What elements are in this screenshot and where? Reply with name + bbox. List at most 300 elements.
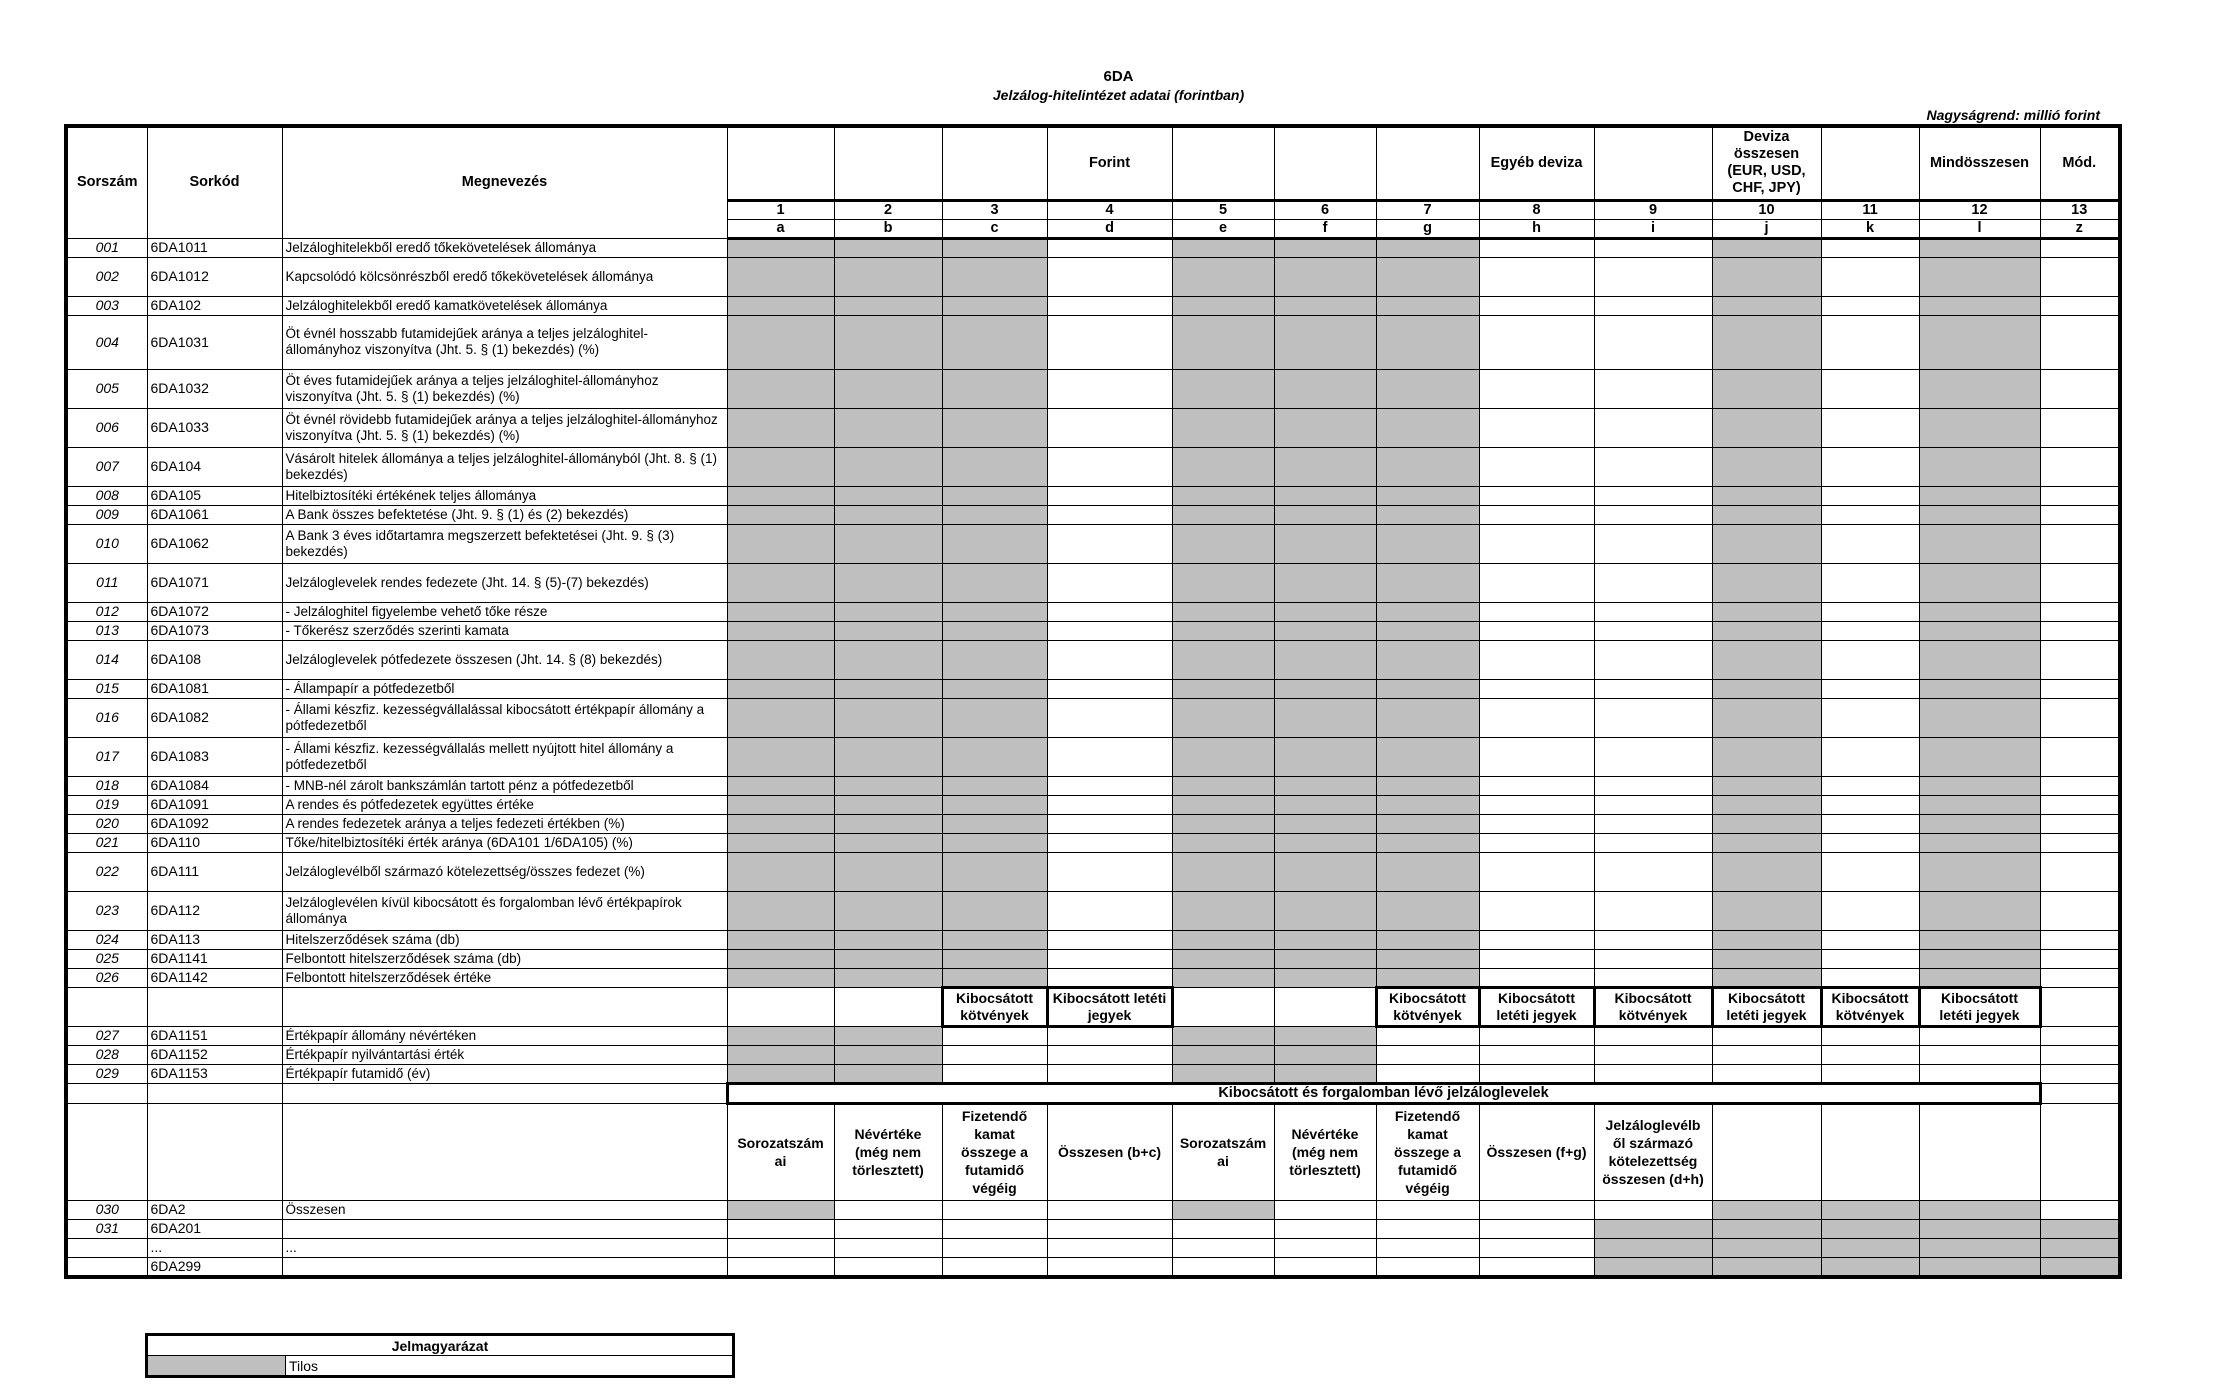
data-cell[interactable] [1047,949,1172,968]
disabled-cell [1172,930,1274,949]
data-cell[interactable] [942,1026,1047,1045]
row-code: 6DA1031 [147,315,282,369]
data-cell[interactable] [1821,296,1919,315]
data-cell[interactable] [2040,296,2120,315]
data-cell[interactable] [1047,257,1172,296]
row-label: ... [282,1238,727,1257]
disabled-cell [1712,776,1821,795]
table-row [66,776,2120,795]
data-cell[interactable] [1594,621,1712,640]
data-cell[interactable] [1821,563,1919,602]
row-label: Jelzáloglevelek pótfedezete összesen (Jht. 14. § (8) bekezdés) [282,640,727,679]
disabled-cell [1712,698,1821,737]
data-cell[interactable] [2040,447,2120,486]
row-number: 027 [66,1026,147,1045]
disabled-cell [1712,968,1821,987]
data-cell[interactable] [2040,698,2120,737]
data-cell[interactable] [727,1219,834,1238]
data-cell[interactable] [2040,833,2120,852]
table-row [66,795,2120,814]
row-code: 6DA299 [147,1257,282,1277]
data-cell[interactable] [1821,1026,1919,1045]
legend-label: Tilos [286,1356,734,1377]
data-cell[interactable] [1821,833,1919,852]
data-cell[interactable] [1479,795,1594,814]
disabled-cell [1172,640,1274,679]
data-cell[interactable] [1594,640,1712,679]
row-code: 6DA112 [147,891,282,930]
data-cell[interactable] [2040,315,2120,369]
data-cell[interactable] [1919,1064,2040,1083]
data-cell[interactable] [1594,776,1712,795]
row-label: A Bank 3 éves időtartamra megszerzett befektetései (Jht. 9. § (3) bekezdés) [282,524,727,563]
section-col-header: Sorozatszám ai [727,1103,834,1200]
data-cell[interactable] [1821,795,1919,814]
data-cell[interactable] [1376,1238,1479,1257]
data-cell[interactable] [1479,891,1594,930]
data-cell[interactable] [1479,486,1594,505]
disabled-cell [1172,679,1274,698]
row-code: 6DA1083 [147,737,282,776]
disabled-cell [834,930,942,949]
data-cell[interactable] [1594,833,1712,852]
row-code: 6DA201 [147,1219,282,1238]
data-cell[interactable] [727,1257,834,1277]
data-cell[interactable] [1594,814,1712,833]
data-cell[interactable] [727,1238,834,1257]
row-code: 6DA113 [147,930,282,949]
data-cell[interactable] [1594,1045,1712,1064]
disabled-cell [1919,679,2040,698]
disabled-cell [1712,852,1821,891]
data-cell[interactable] [1919,1045,2040,1064]
data-cell[interactable] [1712,1064,1821,1083]
row-label: Felbontott hitelszerződések száma (db) [282,949,727,968]
data-cell[interactable] [1479,949,1594,968]
data-cell[interactable] [2040,257,2120,296]
disabled-cell [2040,1257,2120,1277]
data-cell[interactable] [2040,408,2120,447]
data-cell[interactable] [2040,369,2120,408]
data-cell[interactable] [1047,447,1172,486]
disabled-cell [1172,1045,1274,1064]
disabled-cell [1172,795,1274,814]
data-cell[interactable] [2040,949,2120,968]
blank-cell [66,1083,147,1103]
col-number: 12 [1919,200,2040,219]
data-cell[interactable] [1821,737,1919,776]
data-cell[interactable] [1047,621,1172,640]
data-cell[interactable] [1047,795,1172,814]
data-cell[interactable] [1821,640,1919,679]
row-label: Értékpapír állomány névértéken [282,1026,727,1045]
disabled-cell [727,640,834,679]
data-cell[interactable] [1047,679,1172,698]
disabled-cell [727,563,834,602]
data-cell[interactable] [1479,1257,1594,1277]
data-cell[interactable] [2040,814,2120,833]
data-cell[interactable] [1047,737,1172,776]
data-cell[interactable] [1172,1257,1274,1277]
data-cell[interactable] [1479,1200,1594,1219]
data-cell[interactable] [1594,602,1712,621]
col-number: 3 [942,200,1047,219]
data-cell[interactable] [1047,1257,1172,1277]
data-cell[interactable] [2040,776,2120,795]
data-cell[interactable] [1047,698,1172,737]
disabled-cell [834,640,942,679]
data-cell[interactable] [1047,930,1172,949]
data-cell[interactable] [1821,814,1919,833]
row-code: 6DA1141 [147,949,282,968]
disabled-cell [1594,1238,1712,1257]
data-cell[interactable] [1047,602,1172,621]
data-cell[interactable] [1047,505,1172,524]
data-cell[interactable] [2040,1045,2120,1064]
data-cell[interactable] [2040,238,2120,257]
data-cell[interactable] [1479,505,1594,524]
data-cell[interactable] [1274,1219,1376,1238]
data-cell[interactable] [1047,408,1172,447]
data-cell[interactable] [2040,505,2120,524]
data-cell[interactable] [1047,1064,1172,1083]
data-cell[interactable] [1047,1200,1172,1219]
col-mod: Mód. [2040,126,2120,200]
disabled-cell [834,679,942,698]
data-cell[interactable] [942,1064,1047,1083]
disabled-cell [834,238,942,257]
data-cell[interactable] [2040,1026,2120,1045]
disabled-cell [1172,968,1274,987]
disabled-cell [1274,315,1376,369]
data-cell[interactable] [1479,524,1594,563]
data-cell[interactable] [2040,524,2120,563]
data-cell[interactable] [1594,505,1712,524]
row-label: - MNB-nél zárolt bankszámlán tartott pénz a pótfedezetből [282,776,727,795]
table-row [66,891,2120,930]
data-cell[interactable] [942,1238,1047,1257]
data-cell[interactable] [834,1219,942,1238]
data-cell[interactable] [1047,891,1172,930]
row-label: Öt évnél rövidebb futamidejűek aránya a teljes jelzáloghitel-állományhoz viszonyítva (Jht. 5. § (1) bekezdés) (%) [282,408,727,447]
disabled-cell [1712,486,1821,505]
disabled-cell [727,315,834,369]
data-cell[interactable] [1047,1219,1172,1238]
disabled-cell [1172,776,1274,795]
data-cell[interactable] [1479,698,1594,737]
row-code: 6DA1032 [147,369,282,408]
row-code: 6DA102 [147,296,282,315]
data-cell[interactable] [1594,968,1712,987]
data-cell[interactable] [1821,968,1919,987]
row-label: Jelzáloghitelekből eredő tőkekövetelések állománya [282,238,727,257]
col-number: 1 [727,200,834,219]
row-code: 6DA108 [147,640,282,679]
data-cell[interactable] [1479,776,1594,795]
disabled-cell [834,814,942,833]
row-number: 015 [66,679,147,698]
data-cell[interactable] [1047,486,1172,505]
col-mindosszesen: Mindösszesen [1919,126,2040,200]
data-cell[interactable] [2040,640,2120,679]
data-cell[interactable] [942,1200,1047,1219]
data-cell[interactable] [1172,1219,1274,1238]
disabled-cell [1712,238,1821,257]
data-cell[interactable] [2040,930,2120,949]
data-cell[interactable] [1821,447,1919,486]
data-cell[interactable] [1594,238,1712,257]
data-cell[interactable] [1047,296,1172,315]
data-cell[interactable] [1479,833,1594,852]
data-cell[interactable] [2040,737,2120,776]
data-cell[interactable] [1479,257,1594,296]
data-cell[interactable] [2040,679,2120,698]
data-cell[interactable] [1821,602,1919,621]
data-cell[interactable] [1479,447,1594,486]
data-cell[interactable] [1594,408,1712,447]
disabled-cell [2040,1219,2120,1238]
data-cell[interactable] [1821,891,1919,930]
disabled-cell [727,602,834,621]
data-cell[interactable] [1479,814,1594,833]
data-cell[interactable] [1274,1257,1376,1277]
data-cell[interactable] [1479,930,1594,949]
data-cell[interactable] [942,1045,1047,1064]
col-header-1 [727,126,834,200]
data-cell[interactable] [1047,315,1172,369]
data-cell[interactable] [942,1257,1047,1277]
data-cell[interactable] [1594,698,1712,737]
row-label: Értékpapír nyilvántartási érték [282,1045,727,1064]
data-cell[interactable] [1376,1219,1479,1238]
data-cell[interactable] [2040,563,2120,602]
disabled-cell [727,408,834,447]
data-cell[interactable] [1479,1219,1594,1238]
data-cell[interactable] [834,1200,942,1219]
data-cell[interactable] [1821,930,1919,949]
disabled-cell [1274,257,1376,296]
data-cell[interactable] [1376,1200,1479,1219]
data-cell[interactable] [2040,891,2120,930]
row-label: Jelzáloglevélből származó kötelezettség/összes fedezet (%) [282,852,727,891]
row-label: - Jelzáloghitel figyelembe vehető tőke része [282,602,727,621]
row-code: 6DA1092 [147,814,282,833]
section-col-header: Fizetendő kamat összege a futamidő végéig [1376,1103,1479,1200]
data-cell[interactable] [2040,1064,2120,1083]
data-cell[interactable] [1047,563,1172,602]
data-cell[interactable] [1376,1026,1479,1045]
disabled-cell [1919,1200,2040,1219]
row-number: 031 [66,1219,147,1238]
data-cell[interactable] [1594,737,1712,776]
data-cell[interactable] [1479,1238,1594,1257]
data-cell[interactable] [1594,447,1712,486]
data-cell[interactable] [1047,369,1172,408]
data-cell[interactable] [1376,1064,1479,1083]
data-cell[interactable] [1047,776,1172,795]
data-cell[interactable] [1376,1257,1479,1277]
data-cell[interactable] [1047,524,1172,563]
data-cell[interactable] [1594,563,1712,602]
row-label: Kapcsolódó kölcsönrészből eredő tőkekövetelések állománya [282,257,727,296]
data-cell[interactable] [1821,238,1919,257]
data-cell[interactable] [1821,408,1919,447]
report-subtitle: Jelzálog-hitelintézet adatai (forintban) [992,87,1245,103]
data-cell[interactable] [1479,408,1594,447]
data-cell[interactable] [2040,852,2120,891]
data-cell[interactable] [2040,968,2120,987]
disabled-cell [1172,602,1274,621]
data-cell[interactable] [1376,1045,1479,1064]
data-cell[interactable] [1821,776,1919,795]
data-cell[interactable] [1479,1045,1594,1064]
data-cell[interactable] [1594,524,1712,563]
table-row [66,1026,2120,1045]
data-cell[interactable] [1479,315,1594,369]
data-cell[interactable] [1821,949,1919,968]
data-cell[interactable] [1479,737,1594,776]
disabled-cell [1376,776,1479,795]
disabled-cell [1274,602,1376,621]
data-cell[interactable] [1821,852,1919,891]
data-cell[interactable] [1594,891,1712,930]
data-cell[interactable] [1479,563,1594,602]
disabled-cell [942,408,1047,447]
data-cell[interactable] [1594,795,1712,814]
data-cell[interactable] [1047,833,1172,852]
disabled-cell [942,891,1047,930]
data-cell[interactable] [1594,486,1712,505]
data-cell[interactable] [834,1238,942,1257]
disabled-cell [727,296,834,315]
disabled-cell [1919,891,2040,930]
blank-cell [282,987,727,1026]
data-cell[interactable] [1821,369,1919,408]
data-cell[interactable] [1479,296,1594,315]
data-cell[interactable] [1594,1026,1712,1045]
data-cell[interactable] [2040,486,2120,505]
data-cell[interactable] [1047,1045,1172,1064]
col-letter: l [1919,219,2040,238]
data-cell[interactable] [1594,315,1712,369]
data-cell[interactable] [1172,1238,1274,1257]
disabled-cell [1376,833,1479,852]
disabled-cell [1172,949,1274,968]
col-number: 4 [1047,200,1172,219]
table-row [66,621,2120,640]
data-cell[interactable] [2040,602,2120,621]
disabled-cell [1274,814,1376,833]
data-cell[interactable] [1821,698,1919,737]
data-cell[interactable] [1821,486,1919,505]
disabled-cell [834,1026,942,1045]
disabled-cell [727,505,834,524]
data-cell[interactable] [1274,1200,1376,1219]
data-cell[interactable] [1479,679,1594,698]
data-cell[interactable] [1479,640,1594,679]
disabled-cell [1172,486,1274,505]
data-cell[interactable] [1821,257,1919,296]
row-label: Felbontott hitelszerződések értéke [282,968,727,987]
data-cell[interactable] [1821,1045,1919,1064]
data-cell[interactable] [2040,621,2120,640]
data-cell[interactable] [1479,968,1594,987]
data-cell[interactable] [1594,852,1712,891]
data-cell[interactable] [1821,1064,1919,1083]
table-row [66,505,2120,524]
disabled-cell [1172,447,1274,486]
data-cell[interactable] [1479,852,1594,891]
data-cell[interactable] [1594,679,1712,698]
data-cell[interactable] [1479,621,1594,640]
data-cell[interactable] [1479,1026,1594,1045]
data-cell[interactable] [1274,1238,1376,1257]
data-cell[interactable] [1047,968,1172,987]
data-cell[interactable] [1712,1045,1821,1064]
row-number: 011 [66,563,147,602]
data-cell[interactable] [1594,369,1712,408]
data-cell[interactable] [1594,1064,1712,1083]
data-cell[interactable] [1479,1064,1594,1083]
row-number: 017 [66,737,147,776]
disabled-cell [1712,563,1821,602]
row-code: 6DA104 [147,447,282,486]
data-cell[interactable] [942,1219,1047,1238]
data-cell[interactable] [1594,296,1712,315]
data-cell[interactable] [1919,1026,2040,1045]
disabled-cell [1172,257,1274,296]
data-cell[interactable] [1821,679,1919,698]
data-cell[interactable] [1047,814,1172,833]
data-cell[interactable] [1594,930,1712,949]
data-cell[interactable] [1479,238,1594,257]
data-cell[interactable] [1594,257,1712,296]
data-cell[interactable] [1047,852,1172,891]
data-cell[interactable] [1479,369,1594,408]
table-row [66,1045,2120,1064]
disabled-cell [1274,679,1376,698]
data-cell[interactable] [1821,621,1919,640]
disabled-cell [942,602,1047,621]
data-cell[interactable] [1821,315,1919,369]
data-cell[interactable] [1821,505,1919,524]
disabled-cell [1376,737,1479,776]
disabled-cell [942,563,1047,602]
disabled-cell [1712,257,1821,296]
disabled-cell [942,640,1047,679]
disabled-cell [834,563,942,602]
disabled-cell [1172,505,1274,524]
report-table [64,124,2122,1279]
data-cell[interactable] [1594,949,1712,968]
data-cell[interactable] [1047,1238,1172,1257]
data-cell[interactable] [1821,524,1919,563]
disabled-cell [942,369,1047,408]
data-cell[interactable] [2040,795,2120,814]
data-cell[interactable] [1047,640,1172,679]
sub-header-row [66,987,2120,1026]
data-cell[interactable] [2040,1200,2120,1219]
data-cell[interactable] [1479,602,1594,621]
row-number: 030 [66,1200,147,1219]
data-cell[interactable] [1047,238,1172,257]
data-cell[interactable] [1712,1026,1821,1045]
data-cell[interactable] [1594,1200,1712,1219]
data-cell[interactable] [1047,1026,1172,1045]
section-jelzaloglevelek-title: Kibocsátott és forgalomban lévő jelzáloglevelek [727,1083,2040,1103]
data-cell[interactable] [834,1257,942,1277]
disabled-cell [834,621,942,640]
